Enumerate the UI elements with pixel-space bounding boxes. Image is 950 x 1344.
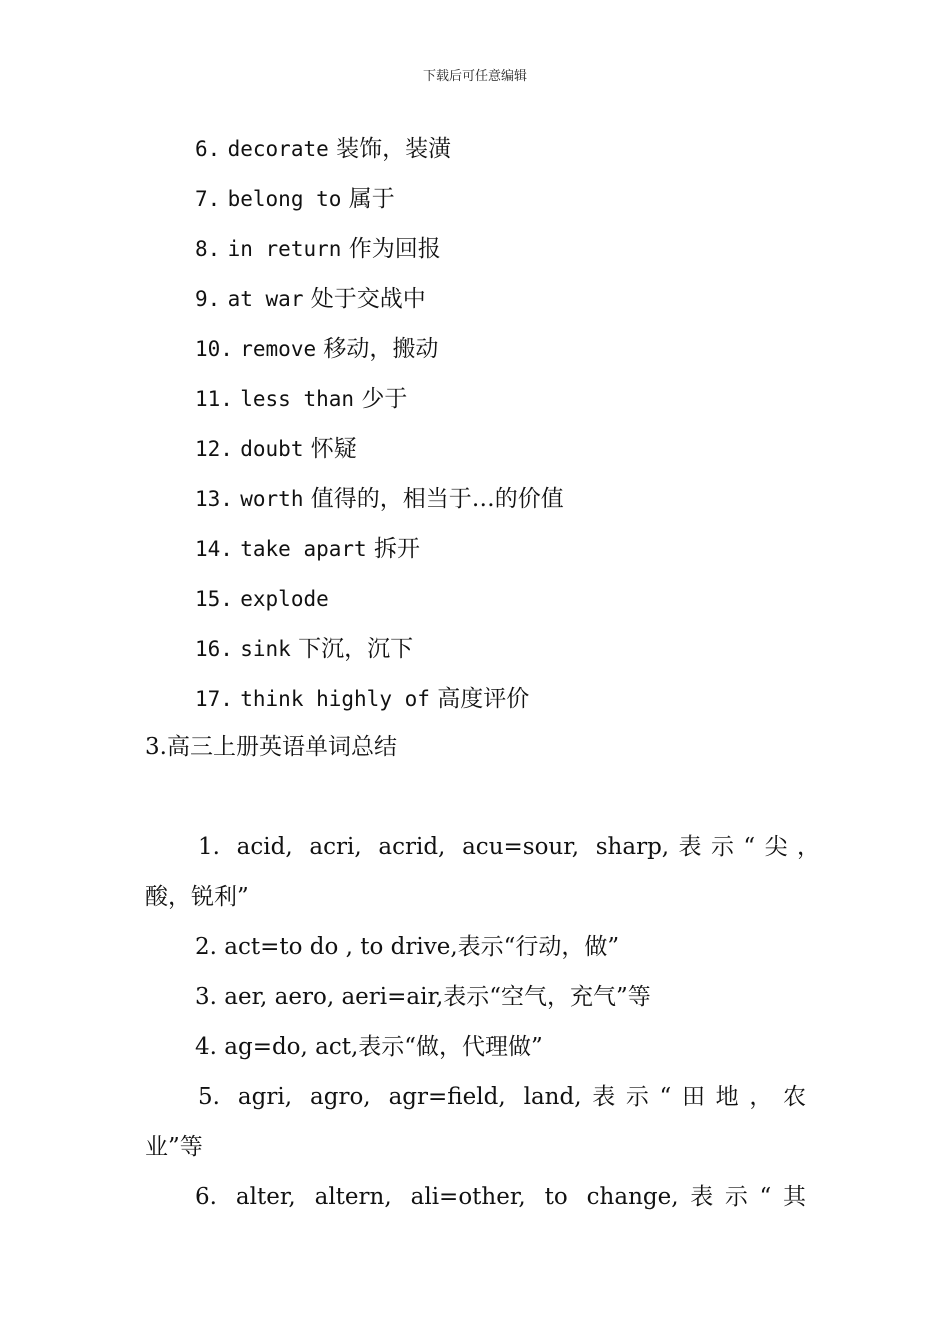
root-item-2: 2. act=to do , to drive,表示“行动，做” xyxy=(195,934,620,960)
section-title: 3.高三上册英语单词总结 xyxy=(145,734,397,760)
root-item-5-cont: 业”等 xyxy=(145,1134,203,1160)
root-item-4: 4. ag=do, act,表示“做，代理做” xyxy=(195,1034,543,1060)
vocab-item: 13. worth 值得的，相当于…的价值 xyxy=(195,486,564,512)
root-item-1: 1. acid, acri, acrid, acu=sour, sharp,表示“尖， xyxy=(198,834,820,860)
vocab-item: 17. think highly of 高度评价 xyxy=(195,686,530,712)
page-header: 下载后可任意编辑 xyxy=(422,69,527,84)
vocab-item: 15. explode xyxy=(195,587,329,611)
vocab-item: 12. doubt 怀疑 xyxy=(195,436,357,462)
vocab-item: 9. at war 处于交战中 xyxy=(195,286,426,312)
root-item-1-cont: 酸，锐利” xyxy=(145,884,249,910)
vocab-item: 16. sink 下沉，沉下 xyxy=(195,636,414,662)
root-item-5: 5. agri, agro, agr=field, land,表示“田地，农 xyxy=(198,1084,806,1110)
root-item-6: 6. alter, altern, ali=other, to change,表示“其 xyxy=(195,1184,806,1210)
vocab-item: 6. decorate 装饰，装潢 xyxy=(195,136,452,162)
vocab-item: 7. belong to 属于 xyxy=(195,186,395,212)
vocab-item: 11. less than 少于 xyxy=(195,386,408,412)
root-item-3: 3. aer, aero, aeri=air,表示“空气，充气”等 xyxy=(195,984,651,1010)
vocab-item: 8. in return 作为回报 xyxy=(195,236,441,262)
vocab-item: 14. take apart 拆开 xyxy=(195,536,420,562)
vocab-item: 10. remove 移动，搬动 xyxy=(195,336,439,362)
